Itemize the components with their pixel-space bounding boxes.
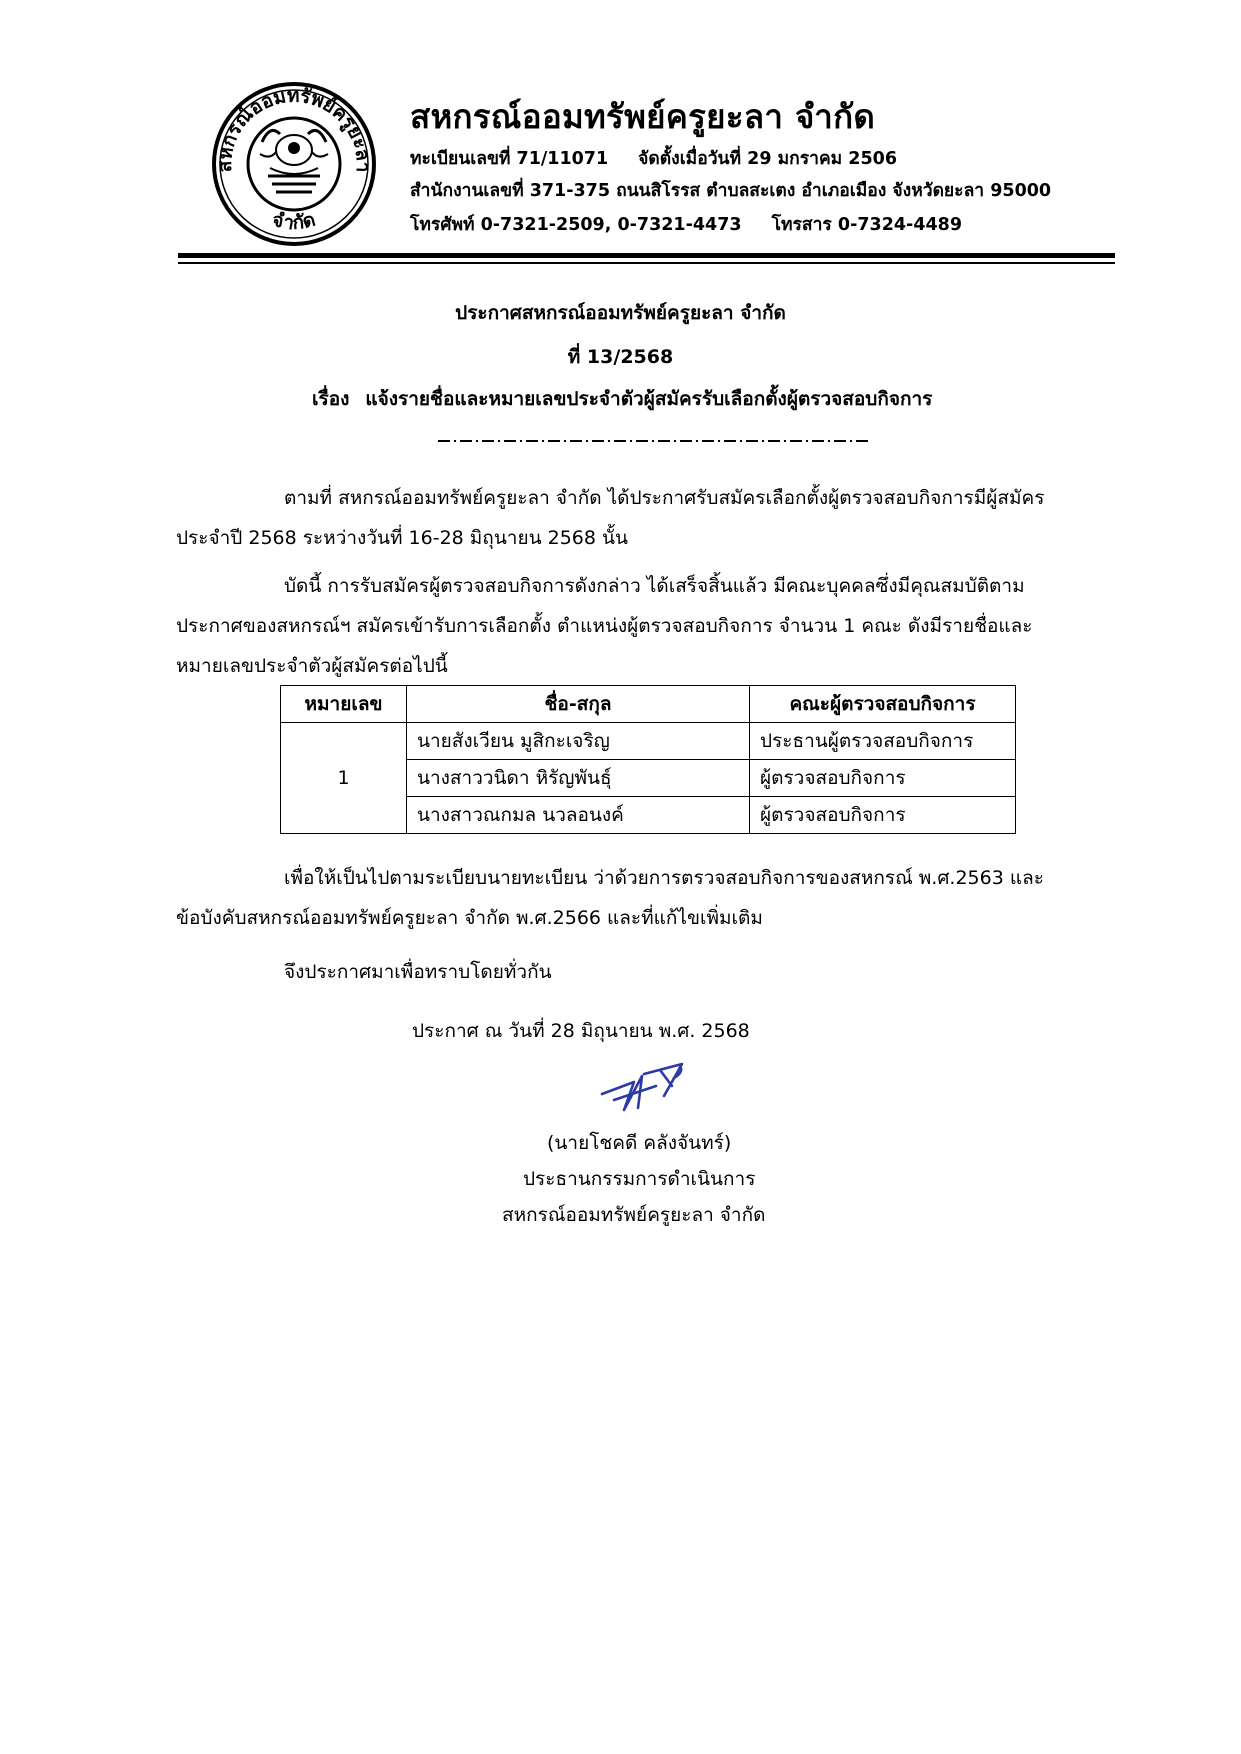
subject-text: แจ้งรายชื่อและหมายเลขประจำตัวผู้สมัครรับเลือกตั้งผู้ตรวจสอบกิจการ <box>365 388 933 410</box>
office-address: สำนักงานเลขที่ 371-375 ถนนสิโรรส ตำบลสะเตง อำเภอเมือง จังหวัดยะลา 95000 <box>410 181 1052 201</box>
paragraph-details <box>176 566 1116 686</box>
phone-numbers: โทรศัพท์ 0-7321-2509, 0-7321-4473 <box>410 215 742 235</box>
header-divider-thin <box>178 262 1115 264</box>
signer-name: (นายโชคดี คลังจันทร์) <box>547 1132 732 1154</box>
candidate-name: นางสาวณกมล นวลอนงค์ <box>407 797 750 834</box>
header-divider-thick <box>178 253 1115 258</box>
signer-organization: สหกรณ์ออมทรัพย์ครูยะลา จำกัด <box>502 1204 766 1226</box>
paragraph-line: ตามที่ สหกรณ์ออมทรัพย์ครูยะลา จำกัด ได้ประกาศรับสมัครเลือกตั้งผู้ตรวจสอบกิจการมีผู้สมัคร <box>284 487 1045 509</box>
candidate-role: ประธานผู้ตรวจสอบกิจการ <box>750 723 1016 760</box>
paragraph-line: ประกาศของสหกรณ์ฯ สมัครเข้ารับการเลือกตั้ง ตำแหน่งผู้ตรวจสอบกิจการ จำนวน 1 คณะ ดังมีรายชื่อและ <box>176 615 1033 637</box>
subject-label: เรื่อง <box>312 388 350 410</box>
paragraph-line: หมายเลขประจำตัวผู้สมัครต่อไปนี้ <box>176 655 448 677</box>
candidate-role: ผู้ตรวจสอบกิจการ <box>750 760 1016 797</box>
established-date: จัดตั้งเมื่อวันที่ 29 มกราคม 2506 <box>638 149 897 169</box>
candidate-role: ผู้ตรวจสอบกิจการ <box>750 797 1016 834</box>
table-header-row <box>281 686 1016 723</box>
table-row <box>281 723 1016 760</box>
registration-line <box>410 144 897 172</box>
announcement-title: ประกาศสหกรณ์ออมทรัพย์ครูยะลา จำกัด <box>455 302 786 324</box>
registration-number: ทะเบียนเลขที่ 71/11071 <box>410 149 609 169</box>
header-role: คณะผู้ตรวจสอบกิจการ <box>750 686 1016 723</box>
paragraph-regulation <box>176 858 1116 938</box>
paragraph-line: เพื่อให้เป็นไปตามระเบียบนายทะเบียน ว่าด้วยการตรวจสอบกิจการของสหกรณ์ พ.ศ.2563 และ <box>284 867 1044 889</box>
header-number: หมายเลข <box>281 686 407 723</box>
paragraph-line: ประจำปี 2568 ระหว่างวันที่ 16-28 มิถุนายน 2568 นั้น <box>176 527 629 549</box>
signer-title: ประธานกรรมการดำเนินการ <box>523 1168 756 1190</box>
dashed-divider <box>438 440 870 442</box>
candidate-name: นางสาววนิดา หิรัญพันธุ์ <box>407 760 750 797</box>
svg-text:สหกรณ์ออมทรัพย์ครูยะลา: สหกรณ์ออมทรัพย์ครูยะลา <box>213 84 375 173</box>
announcement-subject <box>312 384 932 414</box>
candidate-name: นายสังเวียน มูสิกะเจริญ <box>407 723 750 760</box>
paragraph-line: บัดนี้ การรับสมัครผู้ตรวจสอบกิจการดังกล่าว ได้เสร็จสิ้นแล้ว มีคณะบุคคลซึ่งมีคุณสมบัติตาม <box>284 575 1025 597</box>
candidate-number: 1 <box>281 723 407 834</box>
paragraph-intro <box>176 478 1116 558</box>
handwritten-signature-icon <box>594 1056 704 1118</box>
header-name: ชื่อ-สกุล <box>407 686 750 723</box>
candidate-table <box>280 685 1016 834</box>
paragraph-line: ข้อบังคับสหกรณ์ออมทรัพย์ครูยะลา จำกัด พ.ศ.2566 และที่แก้ไขเพิ่มเติม <box>176 907 763 929</box>
svg-text:จำกัด: จำกัด <box>270 208 318 235</box>
announcement-date: ประกาศ ณ วันที่ 28 มิถุนายน พ.ศ. 2568 <box>412 1020 750 1042</box>
cooperative-seal-icon <box>210 80 378 248</box>
contact-line <box>410 210 962 238</box>
paragraph-closing: จึงประกาศมาเพื่อทราบโดยทั่วกัน <box>284 961 552 983</box>
announcement-number: ที่ 13/2568 <box>567 346 674 368</box>
fax-number: โทรสาร 0-7324-4489 <box>771 215 963 235</box>
organization-name: สหกรณ์ออมทรัพย์ครูยะลา จำกัด <box>410 97 876 136</box>
